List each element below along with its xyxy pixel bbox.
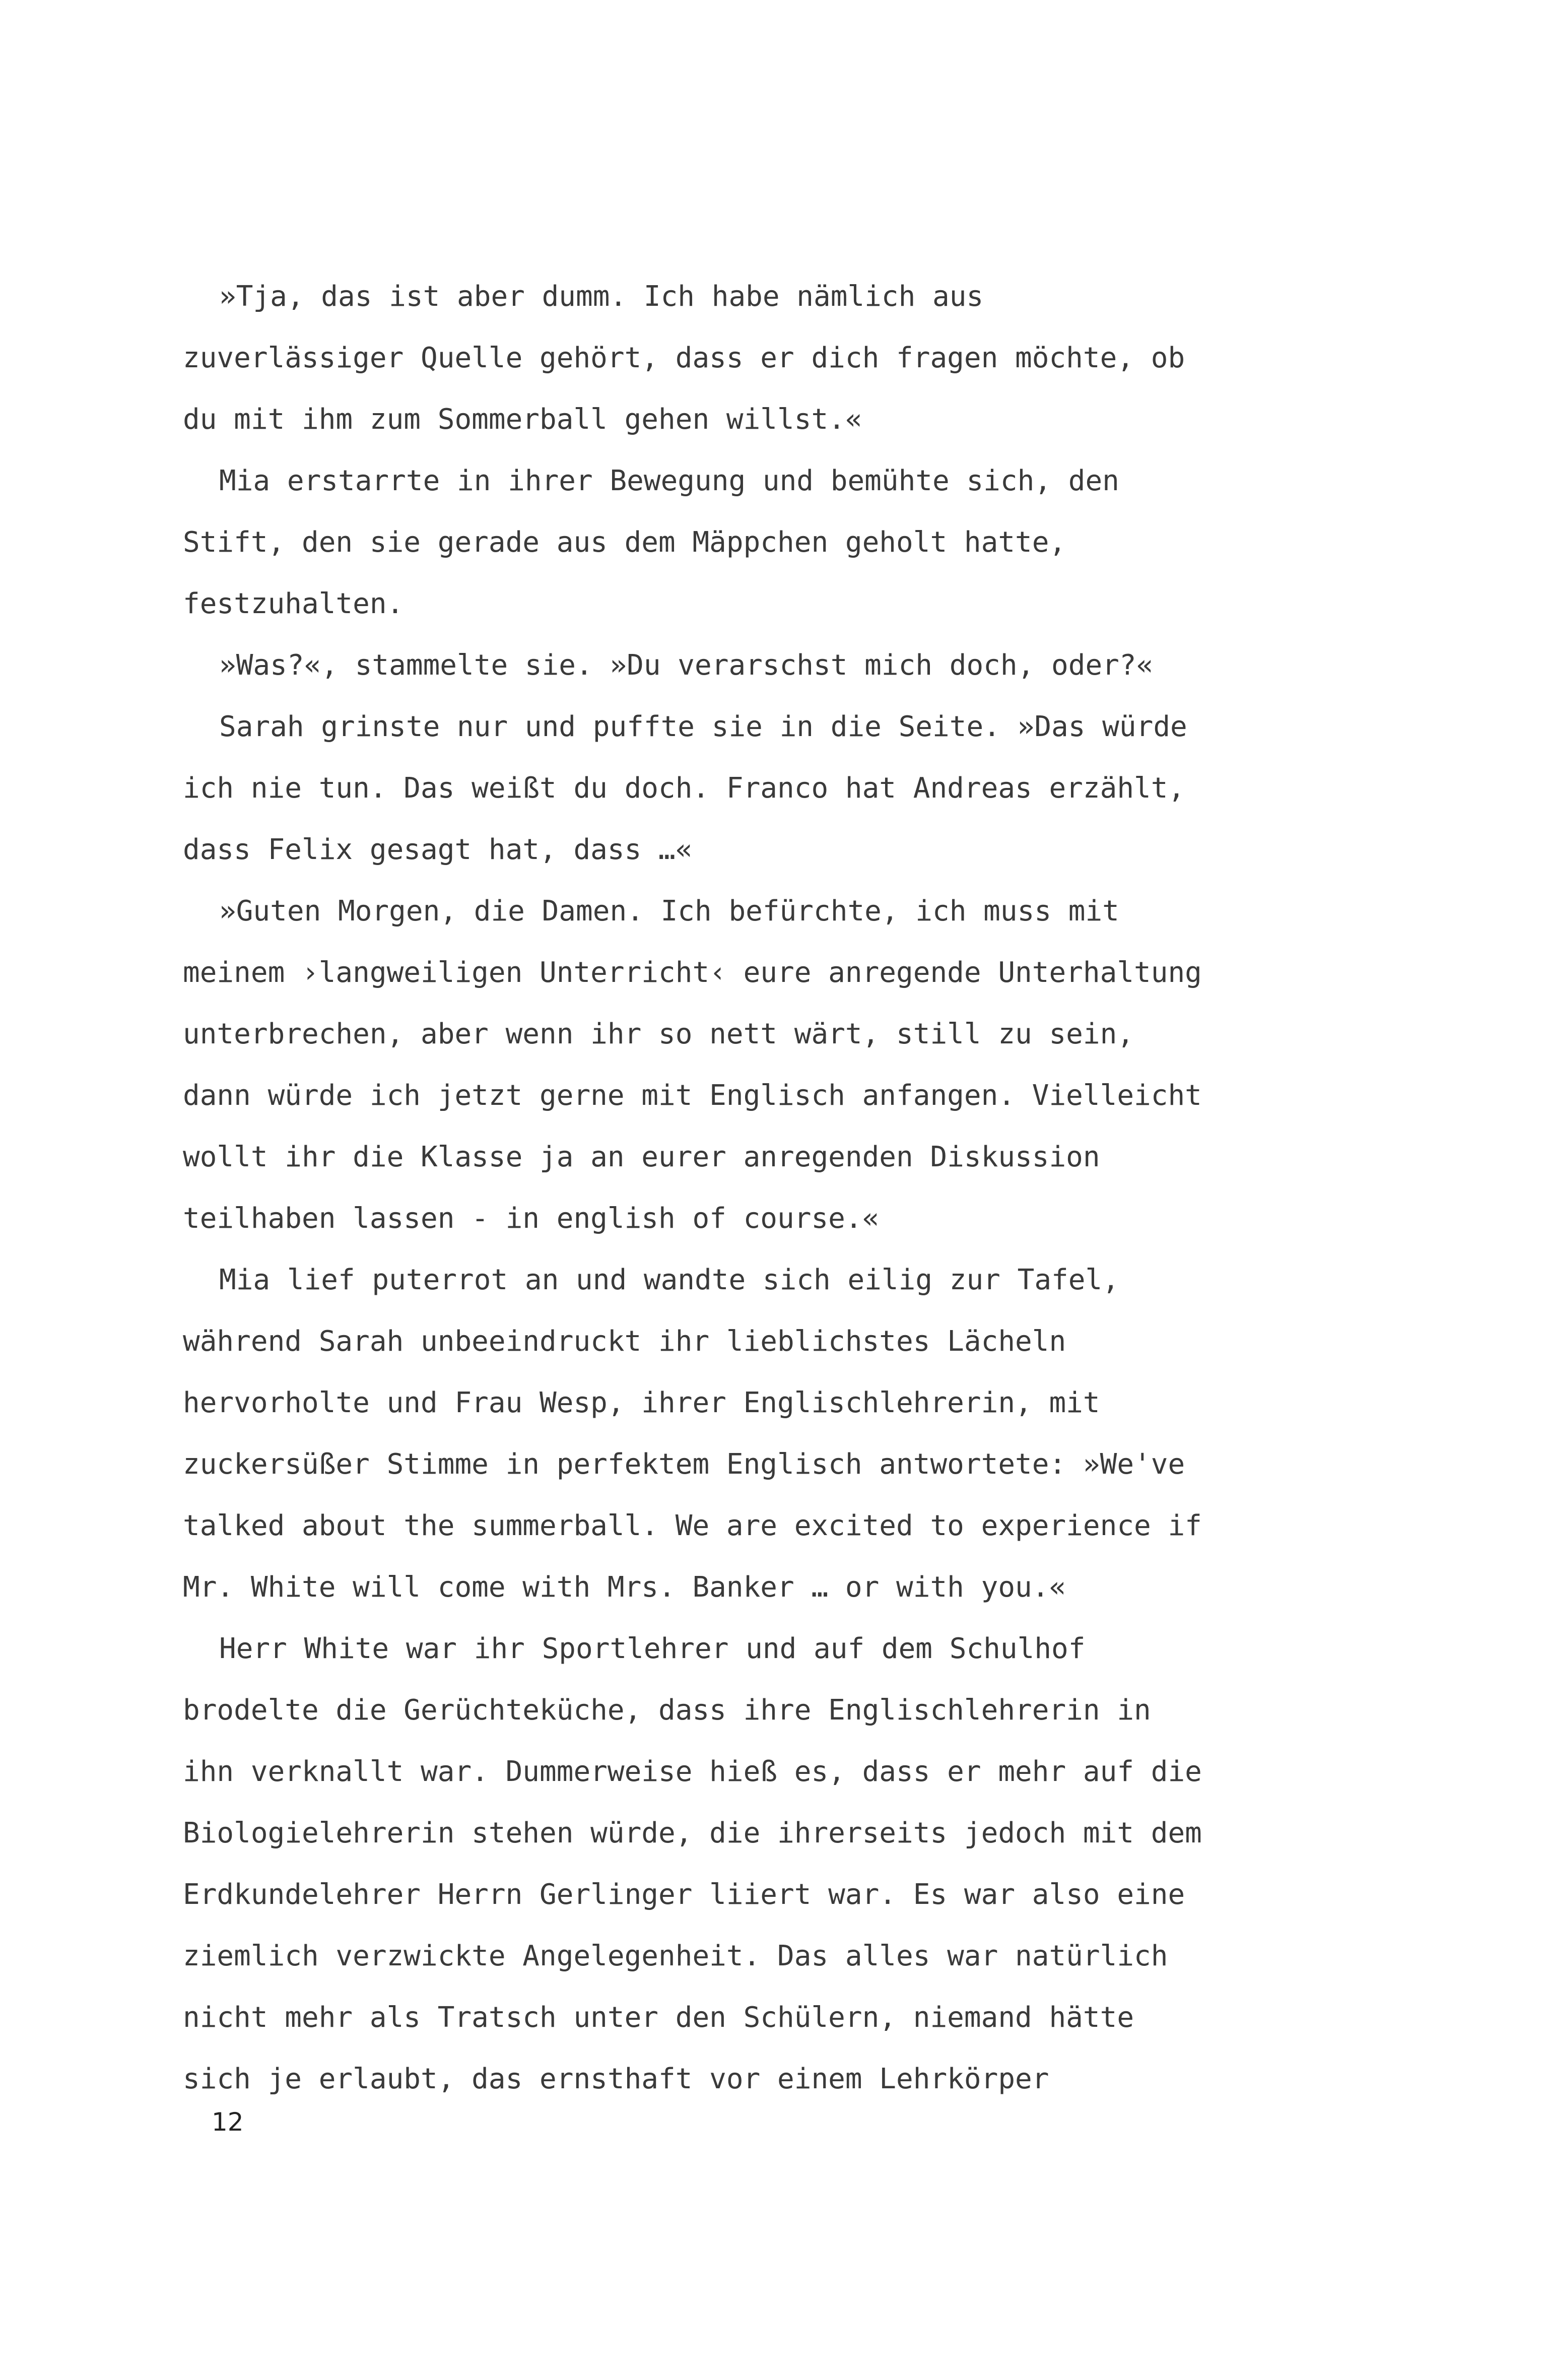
text-line: nicht mehr als Tratsch unter den Schülern, niemand hätte xyxy=(183,2001,1134,2034)
text-line: Sarah grinste nur und puffte sie in die Seite. »Das würde xyxy=(219,710,1187,743)
text-line: Herr White war ihr Sportlehrer und auf dem Schulhof xyxy=(219,1632,1086,1665)
text-line: während Sarah unbeeindruckt ihr lieblichstes Lächeln xyxy=(183,1325,1066,1358)
text-line: »Was?«, stammelte sie. »Du verarschst mich doch, oder?« xyxy=(219,649,1154,682)
text-line: Biologielehrerin stehen würde, die ihrerseits jedoch mit dem xyxy=(183,1817,1202,1849)
text-line: Mia lief puterrot an und wandte sich eilig zur Tafel, xyxy=(219,1264,1119,1296)
text-line: ziemlich verzwickte Angelegenheit. Das alles war natürlich xyxy=(183,1940,1168,1972)
text-line: »Guten Morgen, die Damen. Ich befürchte, ich muss mit xyxy=(219,895,1119,928)
text-line: du mit ihm zum Sommerball gehen willst.« xyxy=(183,403,862,436)
text-line: ihn verknallt war. Dummerweise hieß es, dass er mehr auf die xyxy=(183,1755,1202,1788)
text-line: meinem ›langweiligen Unterricht‹ eure anregende Unterhaltung xyxy=(183,956,1202,989)
page-number: 12 xyxy=(212,2107,244,2137)
text-line: brodelte die Gerüchteküche, dass ihre Englischlehrerin in xyxy=(183,1694,1151,1727)
text-line: teilhaben lassen - in english of course.« xyxy=(183,1202,880,1235)
text-line: dass Felix gesagt hat, dass …« xyxy=(183,833,693,866)
text-line: festzuhalten. xyxy=(183,587,404,620)
text-line: »Tja, das ist aber dumm. Ich habe nämlich aus xyxy=(219,280,984,313)
text-line: talked about the summerball. We are excited to experience if xyxy=(183,1509,1202,1542)
text-line: zuckersüßer Stimme in perfektem Englisch antwortete: »We've xyxy=(183,1448,1185,1481)
text-line: dann würde ich jetzt gerne mit Englisch anfangen. Vielleicht xyxy=(183,1079,1202,1112)
text-line: Stift, den sie gerade aus dem Mäppchen geholt hatte, xyxy=(183,526,1066,559)
text-line: ich nie tun. Das weißt du doch. Franco hat Andreas erzählt, xyxy=(183,772,1185,805)
text-line: unterbrechen, aber wenn ihr so nett wärt, still zu sein, xyxy=(183,1018,1134,1050)
text-line: Erdkundelehrer Herrn Gerlinger liiert war. Es war also eine xyxy=(183,1878,1185,1911)
text-line: wollt ihr die Klasse ja an eurer anregenden Diskussion xyxy=(183,1141,1100,1173)
text-line: hervorholte und Frau Wesp, ihrer Englischlehrerin, mit xyxy=(183,1386,1100,1419)
text-line: sich je erlaubt, das ernsthaft vor einem Lehrkörper xyxy=(183,2063,1049,2095)
text-line: Mr. White will come with Mrs. Banker … or with you.« xyxy=(183,1571,1066,1604)
body-text xyxy=(183,274,1362,2118)
text-line: Mia erstarrte in ihrer Bewegung und bemühte sich, den xyxy=(219,465,1119,497)
text-line: zuverlässiger Quelle gehört, dass er dich fragen möchte, ob xyxy=(183,342,1185,374)
